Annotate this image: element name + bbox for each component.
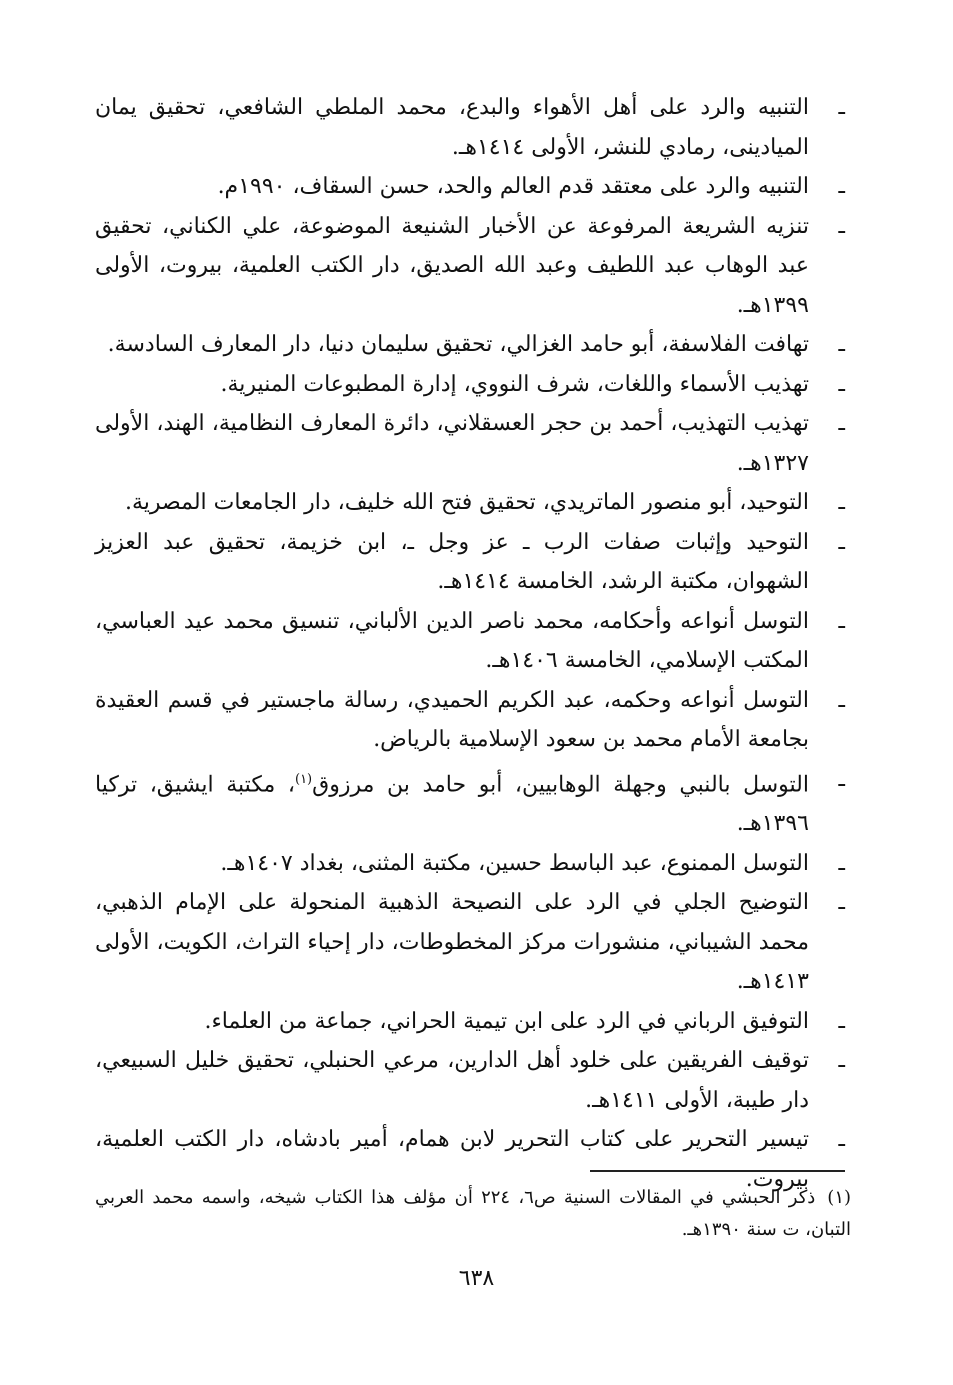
page-number: ٦٣٨ <box>458 1266 495 1291</box>
entry-text: التوسل الممنوع، عبد الباسط حسين، مكتبة المثنى، بغداد ١٤٠٧هـ. <box>220 850 809 876</box>
entry-text: تيسير التحرير على كتاب التحرير لابن همام، أمير بادشاه، دار الكتب العلمية، بيروت. <box>95 1127 809 1192</box>
entry-dash: ـ <box>838 332 845 357</box>
bibliography-entry <box>95 681 851 760</box>
entry-dash: ـ <box>838 608 845 634</box>
footnote <box>95 1182 851 1246</box>
entry-dash: ـ <box>838 213 845 239</box>
footnote-text: ذكر الحبشي في المقالات السنية ص٦، ٢٢٤ أن مؤلف هذا الكتاب شيخه، واسمه محمد العربي التبان، ت سنة ١٣٩٠هـ. <box>95 1187 851 1240</box>
bibliography-entry <box>95 602 851 681</box>
bibliography-entry <box>95 483 851 523</box>
entry-dash: ـ <box>838 890 845 916</box>
bibliography-entry <box>95 1002 851 1042</box>
footnote-reference[interactable]: (١) <box>294 771 313 787</box>
bibliography-list <box>95 88 851 1199</box>
entry-text: التوحيد، أبو منصور الماتريدي، تحقيق فتح الله خليف، دار الجامعات المصرية. <box>124 490 809 515</box>
bibliography-entry <box>95 365 851 405</box>
entry-text: التوسل بالنبي وجهلة الوهابيين، أبو حامد بن مرزوق <box>312 771 809 797</box>
entry-dash: ـ <box>838 411 845 436</box>
footnote-number: (١) <box>827 1187 852 1208</box>
entry-dash: ـ <box>838 529 845 555</box>
entry-dash: ـ <box>838 490 845 515</box>
entry-text: التوفيق الرباني في الرد على ابن تيمية الحراني، جماعة من العلماء. <box>204 1008 809 1034</box>
bibliography-entry <box>95 883 851 1002</box>
entry-text: تهافت الفلاسفة، أبو حامد الغزالي، تحقيق سليمان دنيا، دار المعارف السادسة. <box>107 332 809 357</box>
bibliography-entry <box>95 844 851 884</box>
entry-text: تهذيب التهذيب، أحمد بن حجر العسقلاني، دائرة المعارف النظامية، الهند، الأولى ١٣٢٧هـ. <box>95 411 809 476</box>
entry-text: التوضيح الجلي في الرد على النصيحة الذهبية المنحولة على الإمام الذهبي، محمد الشيباني، منشورات مركز المخطوطات، دار إحياء التراث، الكويت، الأولى ١٤١٣هـ. <box>95 890 809 995</box>
bibliography-entry <box>95 207 851 326</box>
entry-text: توقيف الفريقين على خلود أهل الدارين، مرعي الحنبلي، تحقيق خليل السبيعي، دار طيبة، الأولى ١٤١١هـ. <box>95 1048 809 1113</box>
entry-dash: ـ <box>838 95 845 120</box>
entry-text: التنبيه والرد على أهل الأهواء والبدع، محمد الملطي الشافعي، تحقيق يمان الميادينى، رمادي للنشر، الأولى ١٤١٤هـ. <box>95 95 809 160</box>
entry-dash: ـ <box>838 371 845 397</box>
entry-dash: ـ <box>838 687 845 713</box>
entry-text: تنزيه الشريعة المرفوعة عن الأخبار الشنيعة الموضوعة، علي الكناني، تحقيق عبد الوهاب عبد اللطيف وعبد الله الصديق، دار الكتب العلمية، بيروت، الأولى ١٣٩٩هـ. <box>95 213 809 318</box>
footnote-divider <box>590 1170 845 1172</box>
entry-text: التنبيه والرد على معتقد قدم العالم والحد، حسن السقاف، ١٩٩٠م. <box>217 174 809 199</box>
entry-dash: ـ <box>838 1008 845 1034</box>
entry-text: التوسل أنواعه وأحكامه، محمد ناصر الدين الألباني، تنسيق محمد عيد العباسي، المكتب الإسلامي، الخامسة ١٤٠٦هـ. <box>95 608 809 673</box>
bibliography-entry <box>95 1041 851 1120</box>
bibliography-entry <box>95 167 851 207</box>
entry-dash: ـ <box>838 1127 845 1153</box>
entry-dash: ـ <box>838 1048 845 1074</box>
bibliography-entry <box>95 760 851 844</box>
entry-text: التوحيد وإثبات صفات الرب ـ عز وجل ـ، ابن خزيمة، تحقيق عبد العزيز الشهوان، مكتبة الرشد، الخامسة ١٤١٤هـ. <box>95 529 809 594</box>
entry-dash: ـ <box>838 850 845 876</box>
bibliography-entry <box>95 523 851 602</box>
bibliography-entry <box>95 325 851 365</box>
entry-text: تهذيب الأسماء واللغات، شرف النووي، إدارة المطبوعات المنيرية. <box>220 371 809 397</box>
entry-dash: ـ <box>838 174 845 199</box>
bibliography-entry <box>95 404 851 483</box>
entry-text-continued: ، مكتبة ايشيق، تركيا ١٣٩٦هـ. <box>95 771 809 837</box>
entry-text: التوسل أنواعه وحكمه، عبد الكريم الحميدي، رسالة ماجستير في قسم العقيدة بجامعة الأمام محمد بن سعود الإسلامية بالرياض. <box>95 687 810 752</box>
bibliography-entry <box>95 88 851 167</box>
entry-dash: ـ <box>838 766 845 792</box>
